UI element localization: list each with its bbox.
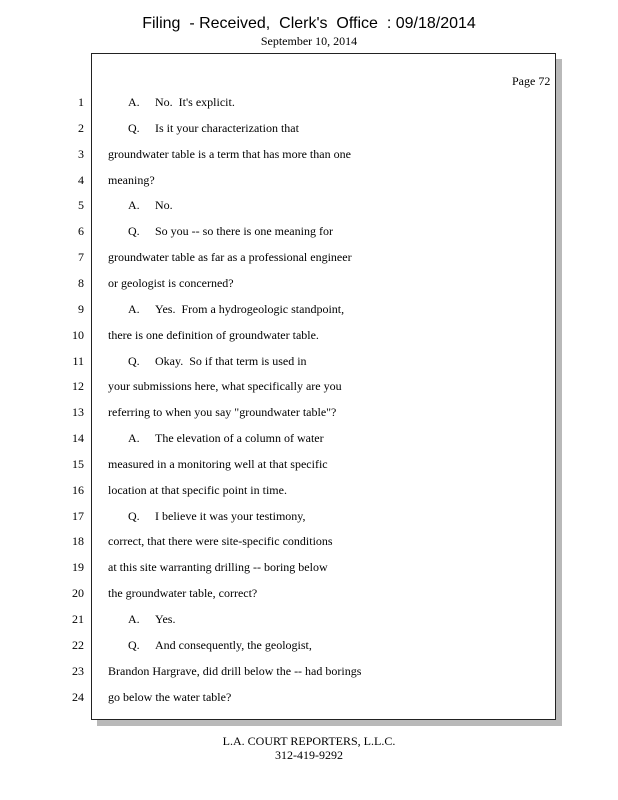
line-content: referring to when you say "groundwater table"? bbox=[108, 405, 337, 419]
line-number: 9 bbox=[78, 302, 84, 316]
transcript-line bbox=[108, 664, 361, 678]
line-content: Okay. So if that term is used in bbox=[155, 354, 307, 368]
transcript-line bbox=[128, 121, 299, 135]
line-content: go below the water table? bbox=[108, 690, 232, 704]
transcript-line bbox=[108, 534, 333, 548]
transcript-line bbox=[108, 328, 319, 342]
transcript-line bbox=[108, 457, 328, 471]
line-content: groundwater table is a term that has more than one bbox=[108, 147, 351, 161]
line-content: meaning? bbox=[108, 173, 155, 187]
transcript-line bbox=[128, 95, 235, 109]
line-number: 8 bbox=[78, 276, 84, 290]
speaker-label: Q. bbox=[128, 509, 140, 523]
transcript-line bbox=[108, 147, 351, 161]
line-number: 13 bbox=[72, 405, 84, 419]
line-number: 20 bbox=[72, 586, 84, 600]
speaker-label: Q. bbox=[128, 638, 140, 652]
speaker-label: Q. bbox=[128, 354, 140, 368]
line-content: No. It's explicit. bbox=[155, 95, 235, 109]
line-number: 16 bbox=[72, 483, 84, 497]
transcript-line bbox=[108, 586, 257, 600]
speaker-label: A. bbox=[128, 95, 140, 109]
line-content: And consequently, the geologist, bbox=[155, 638, 312, 652]
page-number: Page 72 bbox=[512, 74, 551, 88]
line-number: 18 bbox=[72, 534, 84, 548]
line-number: 17 bbox=[72, 509, 84, 523]
line-number: 23 bbox=[72, 664, 84, 678]
transcript-line bbox=[108, 483, 287, 497]
line-number: 19 bbox=[72, 560, 84, 574]
speaker-label: A. bbox=[128, 431, 140, 445]
line-number: 24 bbox=[72, 690, 84, 704]
line-number: 22 bbox=[72, 638, 84, 652]
transcript-line bbox=[108, 173, 155, 187]
line-number: 3 bbox=[78, 147, 84, 161]
line-content: groundwater table as far as a professional engineer bbox=[108, 250, 352, 264]
transcript-line bbox=[108, 690, 231, 704]
transcript-line bbox=[128, 638, 312, 652]
speaker-label: A. bbox=[128, 302, 140, 316]
hearing-date: September 10, 2014 bbox=[260, 34, 358, 48]
transcript-line bbox=[128, 354, 307, 368]
line-content: I believe it was your testimony, bbox=[155, 509, 306, 523]
line-content: Yes. bbox=[155, 612, 176, 626]
line-number: 7 bbox=[78, 250, 84, 264]
speaker-label: Q. bbox=[128, 121, 140, 135]
line-content: Brandon Hargrave, did drill below the -- had borings bbox=[108, 664, 362, 678]
line-number: 10 bbox=[72, 328, 84, 342]
transcript-line bbox=[108, 276, 234, 290]
line-number: 6 bbox=[78, 224, 84, 238]
line-content: there is one definition of groundwater table. bbox=[108, 328, 319, 342]
line-number: 14 bbox=[72, 431, 84, 445]
line-number: 4 bbox=[78, 173, 84, 187]
transcript-line bbox=[128, 509, 306, 523]
line-content: No. bbox=[155, 198, 173, 212]
transcript-line bbox=[128, 431, 324, 445]
line-content: The elevation of a column of water bbox=[155, 431, 324, 445]
line-number: 15 bbox=[72, 457, 84, 471]
speaker-label: Q. bbox=[128, 224, 140, 238]
transcript-line bbox=[108, 560, 328, 574]
speaker-label: A. bbox=[128, 198, 140, 212]
transcript-line bbox=[108, 405, 336, 419]
reporter-phone: 312-419-9292 bbox=[275, 748, 343, 762]
line-content: measured in a monitoring well at that specific bbox=[108, 457, 328, 471]
transcript-line bbox=[128, 224, 333, 238]
line-number: 12 bbox=[72, 379, 84, 393]
line-content: Yes. From a hydrogeologic standpoint, bbox=[155, 302, 345, 316]
line-number: 11 bbox=[72, 354, 84, 368]
line-content: at this site warranting drilling -- boring below bbox=[108, 560, 328, 574]
line-content: your submissions here, what specifically are you bbox=[108, 379, 342, 393]
line-content: the groundwater table, correct? bbox=[108, 586, 258, 600]
line-number: 5 bbox=[78, 198, 84, 212]
speaker-label: A. bbox=[128, 612, 140, 626]
transcript-line bbox=[108, 250, 352, 264]
filing-stamp: Filing - Received, Clerk's Office : 09/18/2014 bbox=[142, 15, 476, 32]
line-content: correct, that there were site-specific conditions bbox=[108, 534, 333, 548]
line-content: So you -- so there is one meaning for bbox=[155, 224, 333, 238]
line-number: 21 bbox=[72, 612, 84, 626]
reporter-company: L.A. COURT REPORTERS, L.L.C. bbox=[222, 734, 396, 748]
transcript-line bbox=[128, 302, 344, 316]
line-number: 2 bbox=[78, 121, 84, 135]
line-content: Is it your characterization that bbox=[155, 121, 299, 135]
line-content: location at that specific point in time. bbox=[108, 483, 287, 497]
transcript-line bbox=[128, 612, 175, 626]
line-content: or geologist is concerned? bbox=[108, 276, 234, 290]
transcript-line bbox=[128, 198, 173, 212]
transcript-line bbox=[108, 379, 342, 393]
line-number: 1 bbox=[78, 95, 84, 109]
